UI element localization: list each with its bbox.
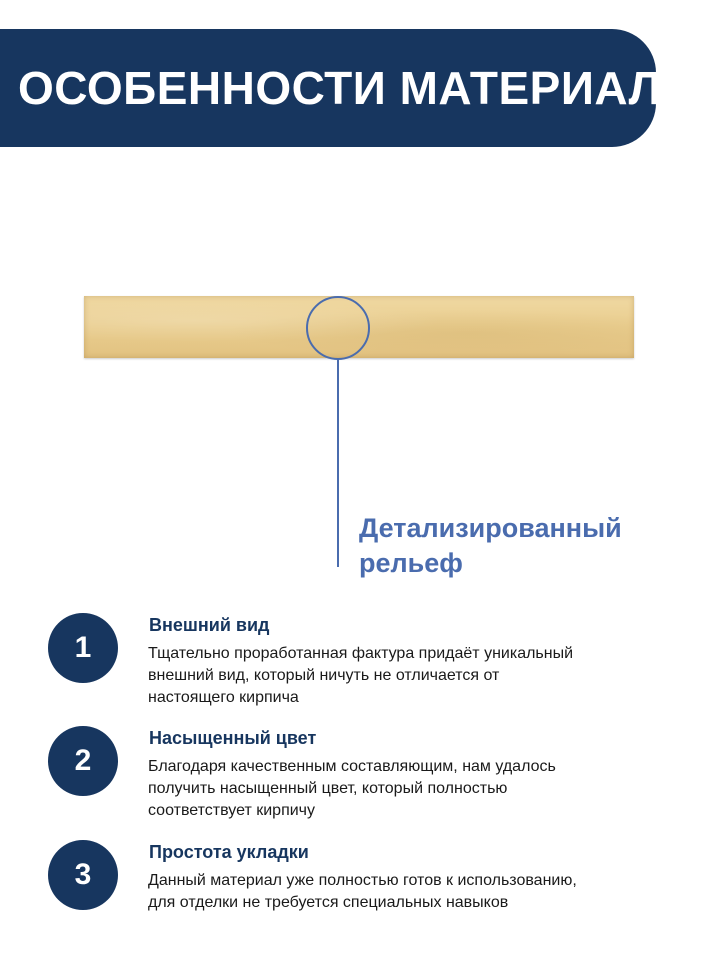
feature-description-line: получить насыщенный цвет, который полностью (148, 780, 508, 797)
feature-description-line: настоящего кирпича (148, 689, 299, 706)
feature-title: Простота укладки (149, 842, 309, 862)
callout-pointer-line (337, 359, 339, 567)
detail-highlight-circle (306, 296, 370, 360)
feature-description-line: Тщательно проработанная фактура придаёт уникальный (148, 645, 574, 662)
feature-description (148, 643, 688, 709)
feature-description-line: внешний вид, который ничуть не отличается от (148, 667, 500, 684)
callout-line-1: Детализированный (359, 513, 622, 543)
page-title: ОСОБЕННОСТИ МАТЕРИАЛА (18, 62, 696, 114)
feature-number-badge: 1 (48, 613, 118, 683)
feature-title: Насыщенный цвет (149, 728, 317, 748)
callout-label (359, 511, 622, 581)
feature-description (148, 756, 688, 822)
feature-number-badge: 2 (48, 726, 118, 796)
feature-description-line: Благодаря качественным составляющим, нам удалось (148, 758, 556, 775)
feature-title: Внешний вид (149, 615, 270, 635)
feature-description-line: соответствует кирпичу (148, 802, 315, 819)
feature-description (148, 870, 688, 914)
feature-description-line: для отделки не требуется специальных навыков (148, 894, 509, 911)
feature-number-badge: 3 (48, 840, 118, 910)
header-banner (0, 29, 696, 147)
callout-line-2: рельеф (359, 548, 463, 578)
feature-description-line: Данный материал уже полностью готов к использованию, (148, 872, 577, 889)
